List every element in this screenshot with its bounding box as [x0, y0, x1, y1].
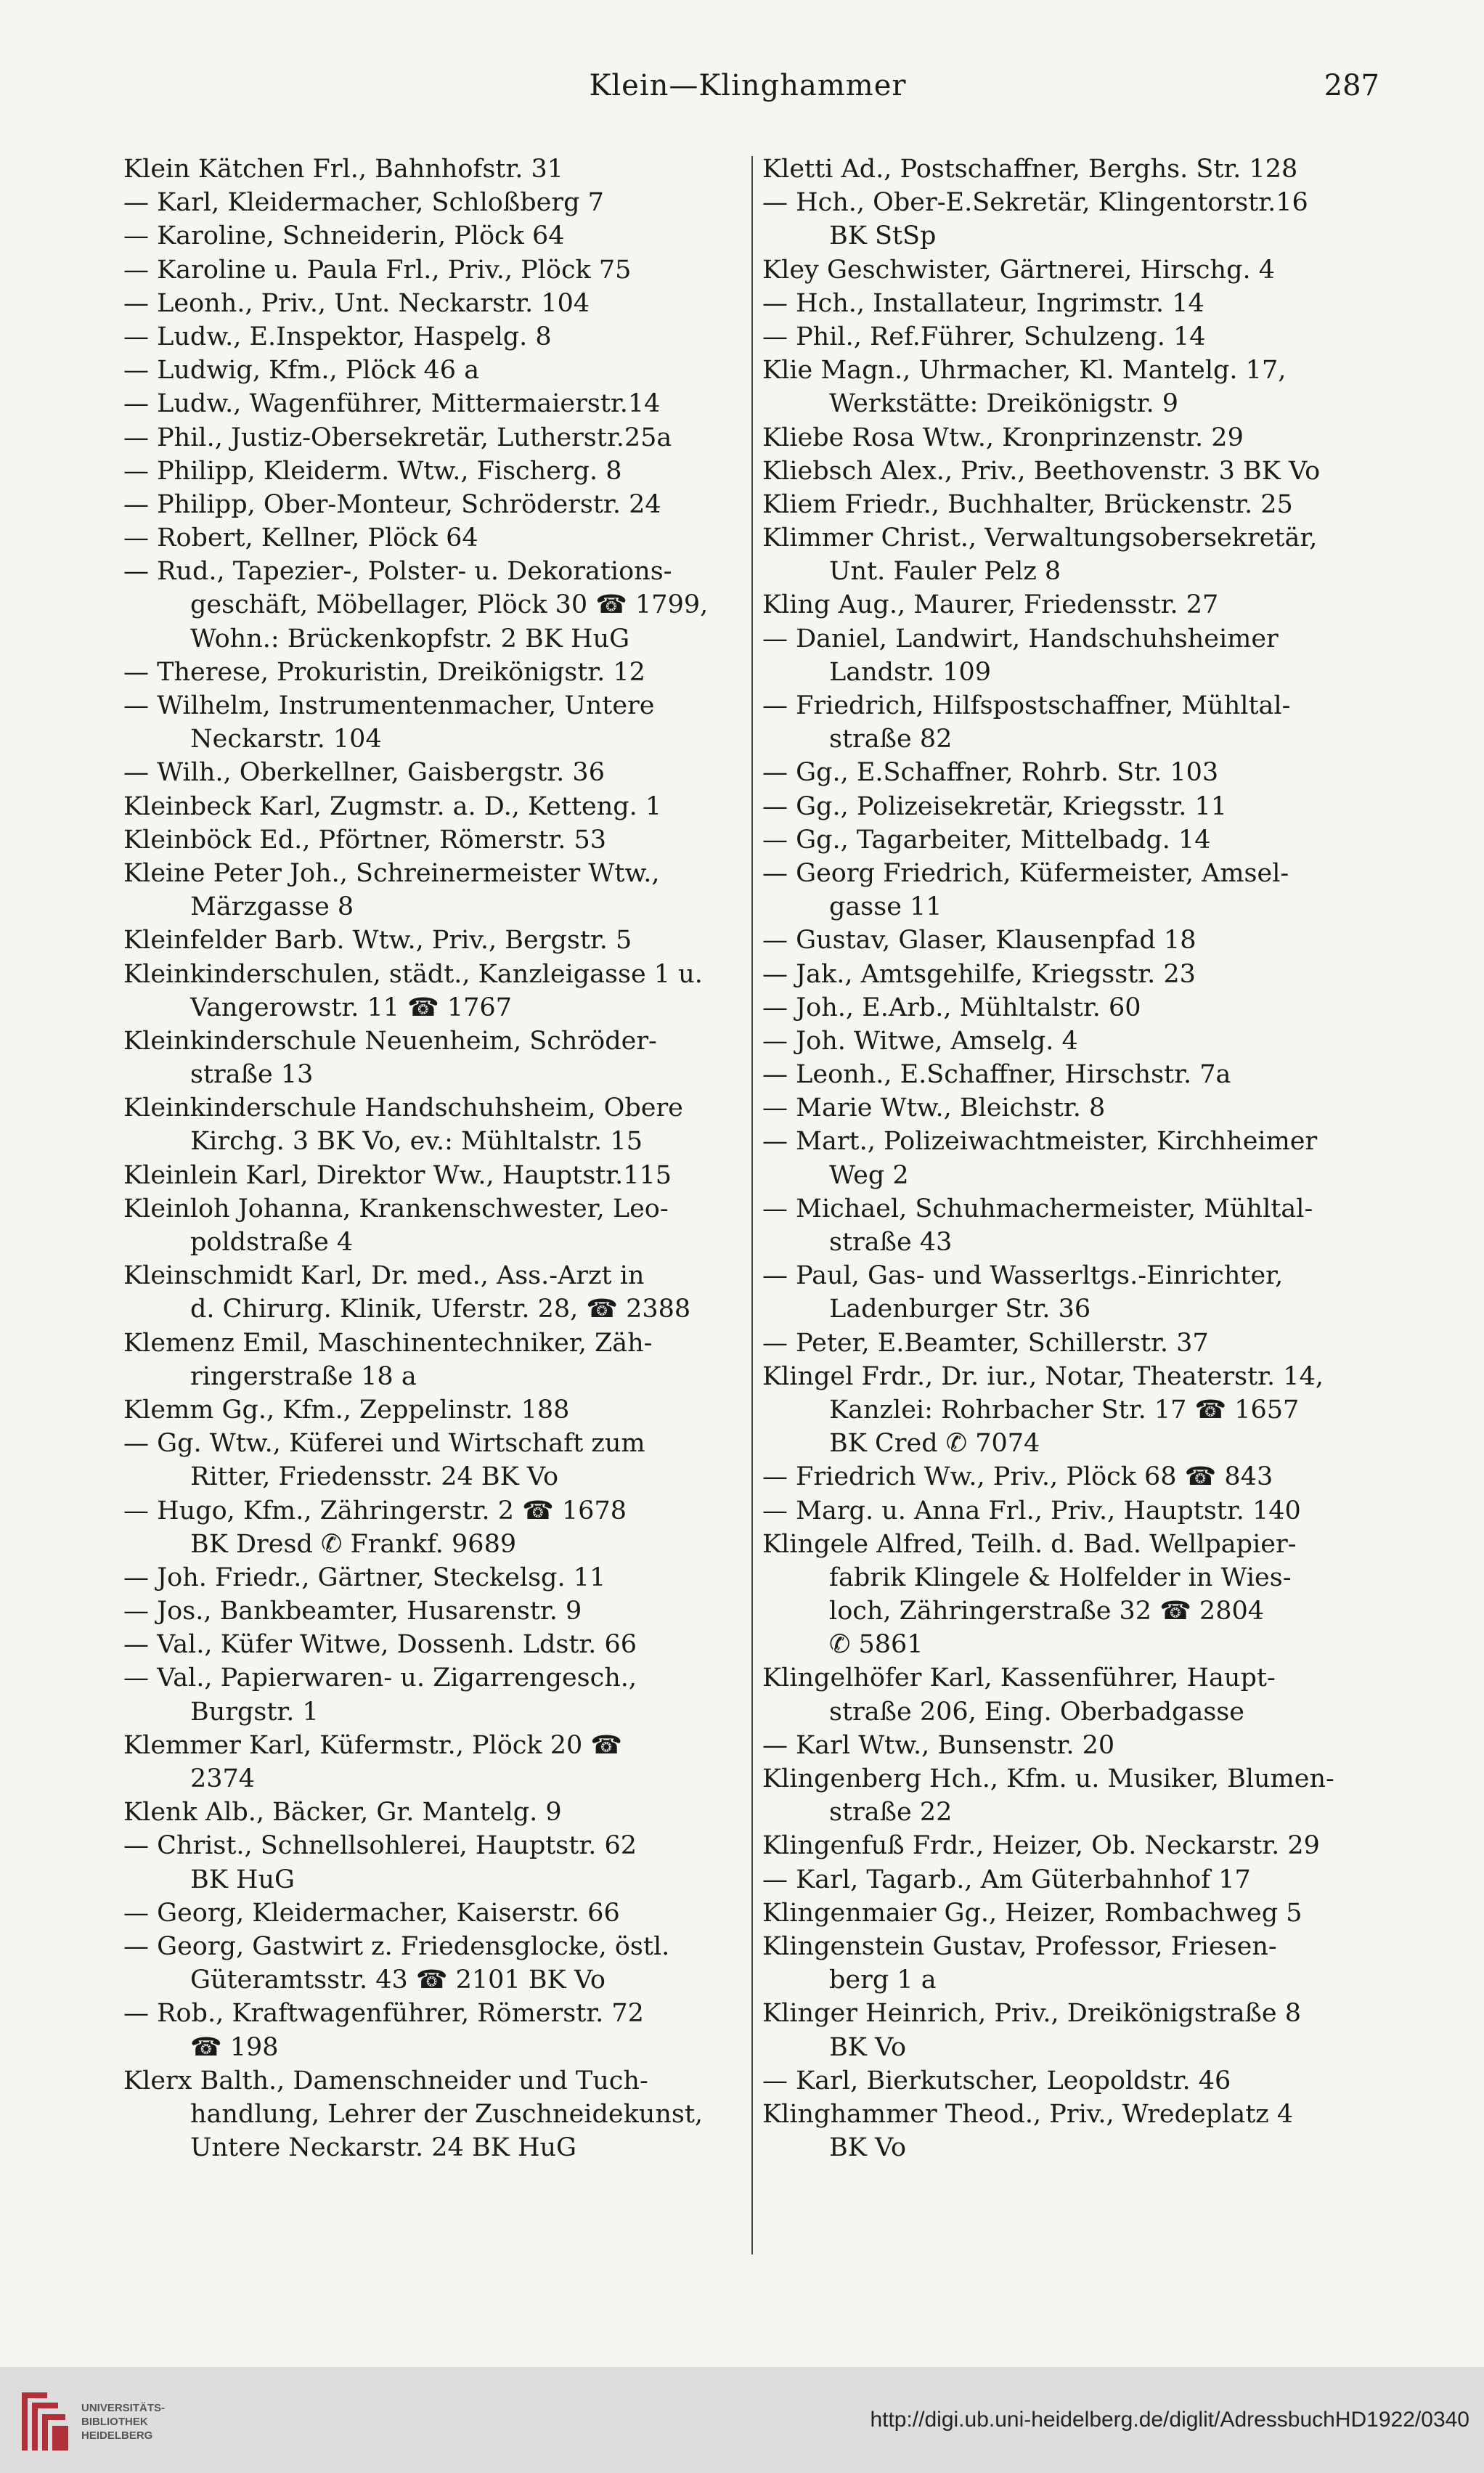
directory-entry-continuation: Ritter, Friedensstr. 24 BK Vo	[190, 1462, 559, 1492]
directory-entry-continuation: Güteramtsstr. 43 ☎ 2101 BK Vo	[190, 1965, 606, 1995]
directory-entry-continuation: straße 206, Eing. Oberbadgasse	[829, 1697, 1244, 1727]
directory-entry: — Christ., Schnellsohlerei, Hauptstr. 62	[123, 1831, 637, 1861]
directory-entry-continuation: geschäft, Möbellager, Plöck 30 ☎ 1799,	[190, 590, 709, 620]
directory-entry: — Rob., Kraftwagenführer, Römerstr. 72	[123, 1999, 644, 2029]
directory-entry: Klingenmaier Gg., Heizer, Rombachweg 5	[762, 1898, 1302, 1928]
directory-entry: — Jak., Amtsgehilfe, Kriegsstr. 23	[762, 959, 1196, 989]
directory-entry: — Gg. Wtw., Küferei und Wirtschaft zum	[123, 1429, 645, 1459]
directory-entry-continuation: handlung, Lehrer der Zuschneidekunst,	[190, 2099, 704, 2129]
directory-entry-continuation: Landstr. 109	[829, 657, 992, 687]
directory-entry: — Therese, Prokuristin, Dreikönigstr. 12	[123, 657, 645, 687]
directory-entry: — Wilh., Oberkellner, Gaisbergstr. 36	[123, 758, 605, 788]
directory-entry: — Val., Küfer Witwe, Dossenh. Ldstr. 66	[123, 1630, 637, 1660]
directory-entry-continuation: straße 13	[190, 1060, 314, 1090]
directory-entry-continuation: Kanzlei: Rohrbacher Str. 17 ☎ 1657	[829, 1395, 1300, 1425]
directory-entry-continuation: Neckarstr. 104	[190, 725, 382, 754]
directory-entry: Klingenberg Hch., Kfm. u. Musiker, Blumen-	[762, 1764, 1334, 1793]
page-number: 287	[1324, 69, 1379, 102]
directory-entry-continuation: d. Chirurg. Klinik, Uferstr. 28, ☎ 2388	[190, 1295, 691, 1324]
directory-entry-continuation: Weg 2	[829, 1160, 909, 1190]
column-divider	[751, 156, 753, 2254]
directory-entry: — Robert, Kellner, Plöck 64	[123, 523, 478, 553]
source-url-link[interactable]: http://digi.ub.uni-heidelberg.de/diglit/AdressbuchHD1922/0340	[870, 2408, 1469, 2432]
directory-entry: Klingel Frdr., Dr. iur., Notar, Theaterstr. 14,	[762, 1361, 1324, 1391]
directory-entry-continuation: gasse 11	[829, 892, 942, 922]
directory-entry: — Karl Wtw., Bunsenstr. 20	[762, 1730, 1115, 1760]
running-title: Klein—Klinghammer	[589, 69, 907, 102]
directory-entry-continuation: ✆ 5861	[829, 1630, 924, 1660]
directory-entry: Klinger Heinrich, Priv., Dreikönigstraße 8	[762, 1999, 1302, 2029]
directory-entry-continuation: ringerstraße 18 a	[190, 1361, 417, 1391]
directory-entry: Kleinschmidt Karl, Dr. med., Ass.-Arzt in	[123, 1261, 645, 1291]
directory-entry: Kliebsch Alex., Priv., Beethovenstr. 3 BK Vo	[762, 456, 1321, 486]
directory-entry: Klie Magn., Uhrmacher, Kl. Mantelg. 17,	[762, 356, 1287, 386]
directory-entry: — Ludw., Wagenführer, Mittermaierstr.14	[123, 389, 661, 419]
directory-entry-continuation: Untere Neckarstr. 24 BK HuG	[190, 2133, 576, 2163]
footer-bar	[0, 2367, 1484, 2473]
directory-entry: Klemmer Karl, Küfermstr., Plöck 20 ☎	[123, 1730, 622, 1760]
directory-entry: — Philipp, Ober-Monteur, Schröderstr. 24	[123, 489, 661, 519]
library-name	[81, 2401, 165, 2443]
directory-entry-continuation: berg 1 a	[829, 1965, 937, 1995]
directory-entry-continuation: Kirchg. 3 BK Vo, ev.: Mühltalstr. 15	[190, 1127, 643, 1157]
directory-entry: — Gustav, Glaser, Klausenpfad 18	[762, 926, 1196, 956]
directory-entry-continuation: Unt. Fauler Pelz 8	[829, 557, 1061, 587]
directory-entry: — Hch., Ober-E.Sekretär, Klingentorstr.16	[762, 188, 1308, 218]
directory-entry-continuation: BK HuG	[190, 1865, 295, 1894]
directory-entry-continuation: loch, Zähringerstraße 32 ☎ 2804	[829, 1597, 1264, 1626]
directory-entry: — Gg., E.Schaffner, Rohrb. Str. 103	[762, 758, 1219, 788]
directory-entry: — Georg, Kleidermacher, Kaiserstr. 66	[123, 1898, 620, 1928]
directory-entry: Kleinkinderschule Handschuhsheim, Obere	[123, 1093, 683, 1123]
directory-entry-continuation: straße 22	[829, 1798, 953, 1828]
directory-entry-continuation: fabrik Klingele & Holfelder in Wies-	[829, 1563, 1292, 1592]
directory-entry: Kleinlein Karl, Direktor Ww., Hauptstr.115	[123, 1160, 672, 1190]
directory-entry: — Wilhelm, Instrumentenmacher, Untere	[123, 691, 655, 720]
directory-entry-continuation: BK StSp	[829, 221, 937, 251]
directory-entry: Klingele Alfred, Teilh. d. Bad. Wellpapier-	[762, 1529, 1297, 1559]
directory-entry: — Karl, Kleidermacher, Schloßberg 7	[123, 188, 604, 218]
directory-entry: — Marie Wtw., Bleichstr. 8	[762, 1093, 1106, 1123]
directory-entry: — Friedrich Ww., Priv., Plöck 68 ☎ 843	[762, 1462, 1273, 1492]
directory-entry-continuation: straße 82	[829, 725, 953, 754]
directory-entry-continuation: ☎ 198	[190, 2032, 279, 2062]
directory-entry: — Joh., E.Arb., Mühltalstr. 60	[762, 993, 1141, 1022]
library-name-line: BIBLIOTHEK	[81, 2416, 148, 2428]
directory-entry: — Georg, Gastwirt z. Friedensglocke, östl.	[123, 1931, 670, 1961]
directory-entry: — Michael, Schuhmachermeister, Mühltal-	[762, 1194, 1313, 1223]
directory-entry: — Karoline u. Paula Frl., Priv., Plöck 75	[123, 255, 632, 285]
directory-entry-continuation: Vangerowstr. 11 ☎ 1767	[190, 993, 512, 1022]
directory-entry: — Phil., Ref.Führer, Schulzeng. 14	[762, 322, 1206, 351]
directory-entry: — Paul, Gas- und Wasserltgs.-Einrichter,	[762, 1261, 1284, 1291]
directory-entry-continuation: Wohn.: Brückenkopfstr. 2 BK HuG	[190, 624, 630, 653]
directory-entry-continuation: BK Vo	[829, 2032, 907, 2062]
right-column	[762, 152, 1387, 2164]
directory-entry: — Hugo, Kfm., Zähringerstr. 2 ☎ 1678	[123, 1496, 627, 1525]
directory-entry: — Karl, Tagarb., Am Güterbahnhof 17	[762, 1865, 1251, 1894]
library-logo[interactable]	[15, 2385, 189, 2458]
directory-entry: Klein Kätchen Frl., Bahnhofstr. 31	[123, 155, 564, 184]
directory-entry: Klingenstein Gustav, Professor, Friesen-	[762, 1931, 1277, 1961]
directory-entry-continuation: Märzgasse 8	[190, 892, 354, 922]
directory-entry: Kleinloh Johanna, Krankenschwester, Leo-	[123, 1194, 669, 1223]
directory-entry-continuation: straße 43	[829, 1228, 953, 1257]
directory-entry: — Karl, Bierkutscher, Leopoldstr. 46	[762, 2066, 1231, 2095]
directory-entry: Klenk Alb., Bäcker, Gr. Mantelg. 9	[123, 1798, 562, 1828]
directory-entry: — Friedrich, Hilfspostschaffner, Mühltal-	[762, 691, 1291, 720]
directory-entry: Kleinkinderschulen, städt., Kanzleigasse 1 u.	[123, 959, 703, 989]
directory-entry-continuation: Burgstr. 1	[190, 1697, 319, 1727]
directory-entry: Kleinfelder Barb. Wtw., Priv., Bergstr. 5	[123, 926, 632, 956]
directory-entry: Kliebe Rosa Wtw., Kronprinzenstr. 29	[762, 423, 1244, 452]
directory-entry: Kley Geschwister, Gärtnerei, Hirschg. 4	[762, 255, 1275, 285]
directory-entry: — Joh. Friedr., Gärtner, Steckelsg. 11	[123, 1563, 606, 1592]
directory-entry: — Ludw., E.Inspektor, Haspelg. 8	[123, 322, 552, 351]
directory-entry: Klingenfuß Frdr., Heizer, Ob. Neckarstr. 29	[762, 1831, 1320, 1861]
directory-entry: Kletti Ad., Postschaffner, Berghs. Str. 128	[762, 155, 1298, 184]
directory-entry: — Georg Friedrich, Küfermeister, Amsel-	[762, 858, 1289, 888]
library-logo-icon	[15, 2385, 73, 2458]
directory-entry: — Val., Papierwaren- u. Zigarrengesch.,	[123, 1663, 637, 1693]
library-name-line: HEIDELBERG	[81, 2429, 153, 2442]
directory-entry: Kleinkinderschule Neuenheim, Schröder-	[123, 1026, 657, 1056]
directory-entry: Kleinbeck Karl, Zugmstr. a. D., Ketteng. 1	[123, 791, 662, 821]
directory-entry: — Phil., Justiz-Obersekretär, Lutherstr.25a	[123, 423, 672, 452]
directory-entry-continuation: 2374	[190, 1764, 256, 1793]
directory-entry: Kling Aug., Maurer, Friedensstr. 27	[762, 590, 1219, 620]
directory-entry-continuation: BK Dresd ✆ Frankf. 9689	[190, 1529, 517, 1559]
directory-entry: — Jos., Bankbeamter, Husarenstr. 9	[123, 1597, 582, 1626]
directory-entry: — Gg., Tagarbeiter, Mittelbadg. 14	[762, 825, 1211, 855]
left-column	[123, 152, 748, 2164]
directory-entry: Kleine Peter Joh., Schreinermeister Wtw.,	[123, 858, 660, 888]
directory-entry: — Hch., Installateur, Ingrimstr. 14	[762, 288, 1204, 318]
directory-entry: Klerx Balth., Damenschneider und Tuch-	[123, 2066, 648, 2095]
directory-entry-continuation: poldstraße 4	[190, 1228, 354, 1257]
directory-entry: Klingelhöfer Karl, Kassenführer, Haupt-	[762, 1663, 1276, 1693]
directory-entry: — Mart., Polizeiwachtmeister, Kirchheimer	[762, 1127, 1318, 1157]
directory-entry: — Joh. Witwe, Amselg. 4	[762, 1026, 1078, 1056]
directory-entry: — Rud., Tapezier-, Polster- u. Dekorations-	[123, 557, 672, 587]
directory-entry: Kleinböck Ed., Pförtner, Römerstr. 53	[123, 825, 607, 855]
directory-entry-continuation: Ladenburger Str. 36	[829, 1295, 1091, 1324]
directory-entry: Klinghammer Theod., Priv., Wredeplatz 4	[762, 2099, 1294, 2129]
directory-entry: — Leonh., Priv., Unt. Neckarstr. 104	[123, 288, 590, 318]
directory-entry: — Gg., Polizeisekretär, Kriegsstr. 11	[762, 791, 1228, 821]
directory-entry: Klemm Gg., Kfm., Zeppelinstr. 188	[123, 1395, 570, 1425]
library-name-line: UNIVERSITÄTS-	[81, 2402, 166, 2414]
directory-entry: Klimmer Christ., Verwaltungsobersekretär,	[762, 523, 1318, 553]
directory-entry-continuation: BK Vo	[829, 2133, 907, 2163]
directory-entry: — Peter, E.Beamter, Schillerstr. 37	[762, 1328, 1209, 1358]
directory-entry: Klemenz Emil, Maschinentechniker, Zäh-	[123, 1328, 653, 1358]
page-header	[116, 69, 1379, 113]
directory-entry-continuation: BK Cred ✆ 7074	[829, 1429, 1040, 1459]
directory-entry: — Karoline, Schneiderin, Plöck 64	[123, 221, 565, 251]
directory-entry: — Daniel, Landwirt, Handschuhsheimer	[762, 624, 1279, 653]
directory-entry: — Ludwig, Kfm., Plöck 46 a	[123, 356, 480, 386]
directory-entry: — Leonh., E.Schaffner, Hirschstr. 7a	[762, 1060, 1231, 1090]
directory-entry: Kliem Friedr., Buchhalter, Brückenstr. 25	[762, 489, 1293, 519]
directory-entry: — Philipp, Kleiderm. Wtw., Fischerg. 8	[123, 456, 622, 486]
directory-entry-continuation: Werkstätte: Dreikönigstr. 9	[829, 389, 1178, 419]
directory-entry: — Marg. u. Anna Frl., Priv., Hauptstr. 140	[762, 1496, 1301, 1525]
